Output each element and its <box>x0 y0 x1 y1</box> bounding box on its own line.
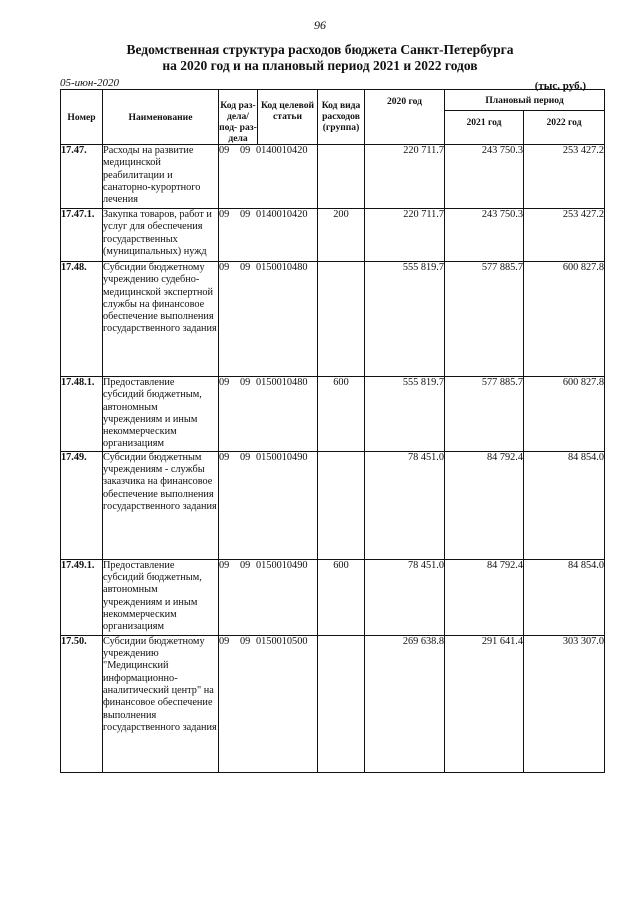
row-number: 17.49.1. <box>61 559 103 635</box>
row-codes <box>219 145 318 209</box>
row-2020: 220 711.7 <box>365 209 445 262</box>
row-vid: 200 <box>318 209 365 262</box>
row-2021: 243 750.3 <box>445 145 524 209</box>
row-codes <box>219 377 318 452</box>
row-podrazdel: 09 <box>240 145 251 156</box>
row-number: 17.48. <box>61 262 103 377</box>
row-2021: 291 641.4 <box>445 635 524 772</box>
row-vid: 600 <box>318 559 365 635</box>
table-row <box>61 451 605 559</box>
row-2020: 78 451.0 <box>365 559 445 635</box>
row-number: 17.47. <box>61 145 103 209</box>
budget-table <box>60 89 605 773</box>
row-number: 17.47.1. <box>61 209 103 262</box>
row-2020: 555 819.7 <box>365 377 445 452</box>
table-row <box>61 559 605 635</box>
row-podrazdel: 09 <box>240 451 251 463</box>
row-name: Субсидии бюджетным учреждениям - службы заказчика на финансовое обеспечение выполнения государственного задания <box>103 451 219 559</box>
row-2020: 220 711.7 <box>365 145 445 209</box>
row-razdel: 09 <box>219 559 230 571</box>
title-line-2: на 2020 год и на плановый период 2021 и 2022 годов <box>162 58 478 73</box>
row-article: 0140010420 <box>256 145 308 156</box>
row-2022: 253 427.2 <box>524 209 605 262</box>
row-razdel: 09 <box>219 451 230 463</box>
row-article: 0150010490 <box>256 559 308 571</box>
row-number: 17.49. <box>61 451 103 559</box>
row-2022: 303 307.0 <box>524 635 605 772</box>
row-2022: 253 427.2 <box>524 145 605 209</box>
row-2022: 600 827.8 <box>524 377 605 452</box>
row-podrazdel: 09 <box>240 559 251 571</box>
row-2022: 600 827.8 <box>524 262 605 377</box>
row-vid: 600 <box>318 377 365 452</box>
row-podrazdel: 09 <box>240 262 251 273</box>
table-row <box>61 145 605 209</box>
header-razdel: Код раз- дела/ под- раз- дела <box>219 90 258 145</box>
row-article: 0150010480 <box>256 262 308 273</box>
row-codes <box>219 209 318 262</box>
row-2021: 84 792.4 <box>445 559 524 635</box>
header-article: Код целевой статьи <box>258 90 318 145</box>
row-2022: 84 854.0 <box>524 451 605 559</box>
header-planned-period: Плановый период <box>445 90 605 111</box>
row-vid <box>318 451 365 559</box>
row-article: 0140010420 <box>256 209 308 220</box>
row-razdel: 09 <box>219 635 230 647</box>
row-name: Субсидии бюджетному учреждению судебно-медицинской экспертной службы на финансовое обеспечение выполнения государственного задания <box>103 262 219 377</box>
row-podrazdel: 09 <box>240 377 251 388</box>
row-codes <box>219 262 318 377</box>
row-name: Закупка товаров, работ и услуг для обеспечения государственных (муниципальных) нужд <box>103 209 219 262</box>
header-vid: Код вида расходов (группа) <box>318 90 365 145</box>
row-podrazdel: 09 <box>240 635 251 647</box>
row-podrazdel: 09 <box>240 209 251 220</box>
row-name: Субсидии бюджетному учреждению "Медицинский информационно-аналитический центр" на финансовое обеспечение выполнения государственного задания <box>103 635 219 772</box>
header-number: Номер <box>61 90 103 145</box>
row-2020: 555 819.7 <box>365 262 445 377</box>
table-row <box>61 635 605 772</box>
row-vid <box>318 145 365 209</box>
units-label: (тыс. руб.) <box>534 80 586 92</box>
header-name: Наименование <box>103 90 219 145</box>
row-2020: 78 451.0 <box>365 451 445 559</box>
header-2022: 2022 год <box>524 111 605 145</box>
row-codes <box>219 451 318 559</box>
row-number: 17.48.1. <box>61 377 103 452</box>
header-2021: 2021 год <box>445 111 524 145</box>
row-2021: 577 885.7 <box>445 377 524 452</box>
document-title <box>0 42 640 74</box>
row-2021: 243 750.3 <box>445 209 524 262</box>
row-article: 0150010500 <box>256 635 308 647</box>
row-name: Предоставление субсидий бюджетным, автономным учреждениям и иным некоммерческим организациям <box>103 559 219 635</box>
row-number: 17.50. <box>61 635 103 772</box>
row-article: 0150010490 <box>256 451 308 463</box>
row-razdel: 09 <box>219 145 230 156</box>
row-2021: 577 885.7 <box>445 262 524 377</box>
row-name: Предоставление субсидий бюджетным, автономным учреждениям и иным некоммерческим организациям <box>103 377 219 452</box>
table-row <box>61 377 605 452</box>
row-2022: 84 854.0 <box>524 559 605 635</box>
page-number: 96 <box>314 18 326 32</box>
row-razdel: 09 <box>219 377 230 388</box>
row-razdel: 09 <box>219 209 230 220</box>
row-2020: 269 638.8 <box>365 635 445 772</box>
row-vid <box>318 635 365 772</box>
row-codes <box>219 635 318 772</box>
row-2021: 84 792.4 <box>445 451 524 559</box>
row-razdel: 09 <box>219 262 230 273</box>
title-line-1: Ведомственная структура расходов бюджета Санкт-Петербурга <box>126 42 514 57</box>
row-article: 0150010480 <box>256 377 308 388</box>
row-vid <box>318 262 365 377</box>
row-name: Расходы на развитие медицинской реабилитации и санаторно-курортного лечения <box>103 145 219 209</box>
row-codes <box>219 559 318 635</box>
table-row <box>61 262 605 377</box>
header-2020: 2020 год <box>365 90 445 145</box>
table-row <box>61 209 605 262</box>
document-date: 05-июн-2020 <box>60 77 120 89</box>
